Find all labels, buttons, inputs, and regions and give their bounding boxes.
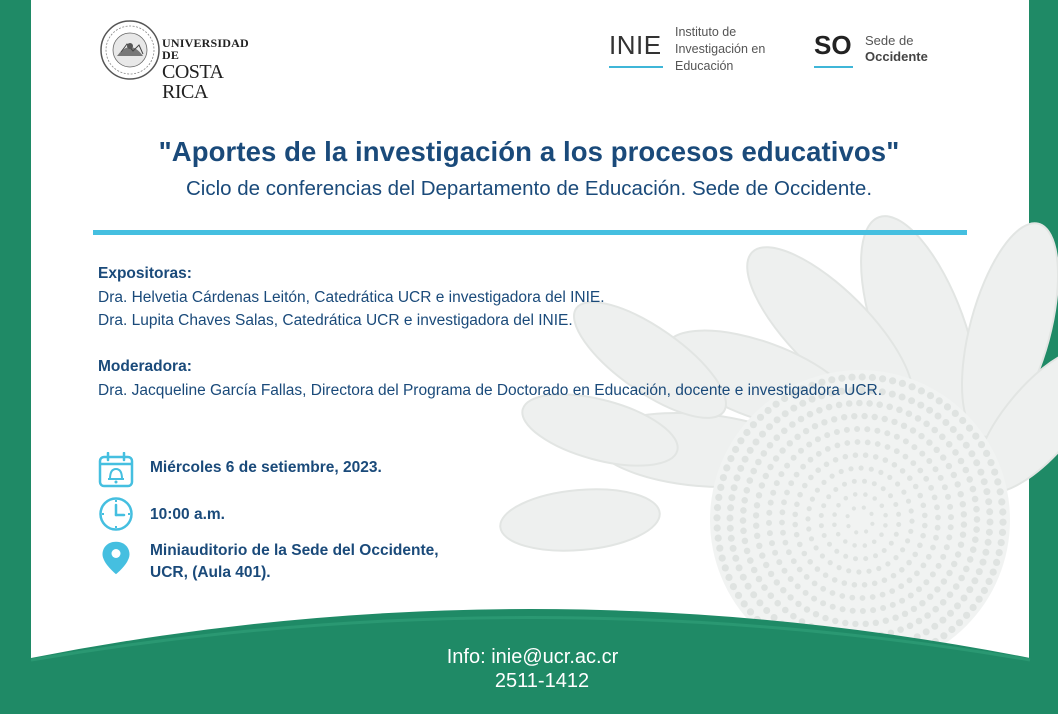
clock-icon — [98, 496, 134, 532]
so-logo — [814, 30, 944, 70]
so-abbr: SO — [814, 30, 852, 60]
inie-name-line1: Instituto de — [675, 25, 737, 39]
event-time: 10:00 a.m. — [150, 506, 225, 523]
so-name — [865, 33, 928, 65]
date-row — [98, 452, 382, 488]
event-date: Miércoles 6 de setiembre, 2023. — [150, 459, 382, 476]
inie-logo — [609, 24, 789, 74]
ucr-seal-icon — [99, 18, 161, 82]
moderator-text: Dra. Jacqueline García Fallas, Directora del Programa de Doctorado en Educación, docente e investigadora UCR. — [98, 381, 883, 399]
speaker-item: Dra. Lupita Chaves Salas, Catedrática UCR e investigadora del INIE. — [98, 312, 573, 329]
so-name-line1: Sede de — [865, 33, 914, 48]
inie-name-line3: Educación — [675, 59, 734, 73]
place-row — [98, 540, 439, 581]
inie-name-line2: Investigación en — [675, 42, 766, 56]
location-pin-icon — [98, 540, 134, 576]
contact-info — [0, 645, 1058, 693]
event-place — [150, 540, 439, 584]
title-divider — [93, 230, 967, 235]
moderator-label: Moderadora: — [98, 358, 192, 375]
time-row — [98, 496, 225, 532]
speakers-label: Expositoras: — [98, 265, 192, 282]
ucr-line2: COSTA RICA — [162, 61, 223, 103]
calendar-icon — [98, 452, 134, 488]
inie-abbr: INIE — [609, 30, 662, 60]
moderator-section — [98, 355, 898, 402]
place-line2: UCR, (Aula 401). — [150, 564, 271, 581]
so-underline — [814, 66, 853, 68]
speaker-item: Dra. Helvetia Cárdenas Leitón, Catedrática UCR e investigadora del INIE. — [98, 288, 605, 306]
contact-email[interactable]: Info: inie@ucr.ac.cr — [446, 646, 619, 668]
event-title: "Aportes de la investigación a los procesos educativos" — [158, 136, 900, 167]
inie-underline — [609, 66, 663, 68]
inie-name — [675, 24, 795, 75]
contact-phone: 2511-1412 — [494, 670, 590, 692]
place-line1: Miniauditorio de la Sede del Occidente, — [150, 542, 439, 559]
ucr-logo — [99, 18, 269, 103]
ucr-wordmark — [162, 37, 269, 102]
so-name-line2: Occidente — [865, 49, 928, 64]
ucr-line1: UNIVERSIDAD DE — [162, 36, 249, 62]
speakers-section — [98, 262, 605, 333]
event-subtitle: Ciclo de conferencias del Departamento de Educación. Sede de Occidente. — [185, 177, 873, 200]
